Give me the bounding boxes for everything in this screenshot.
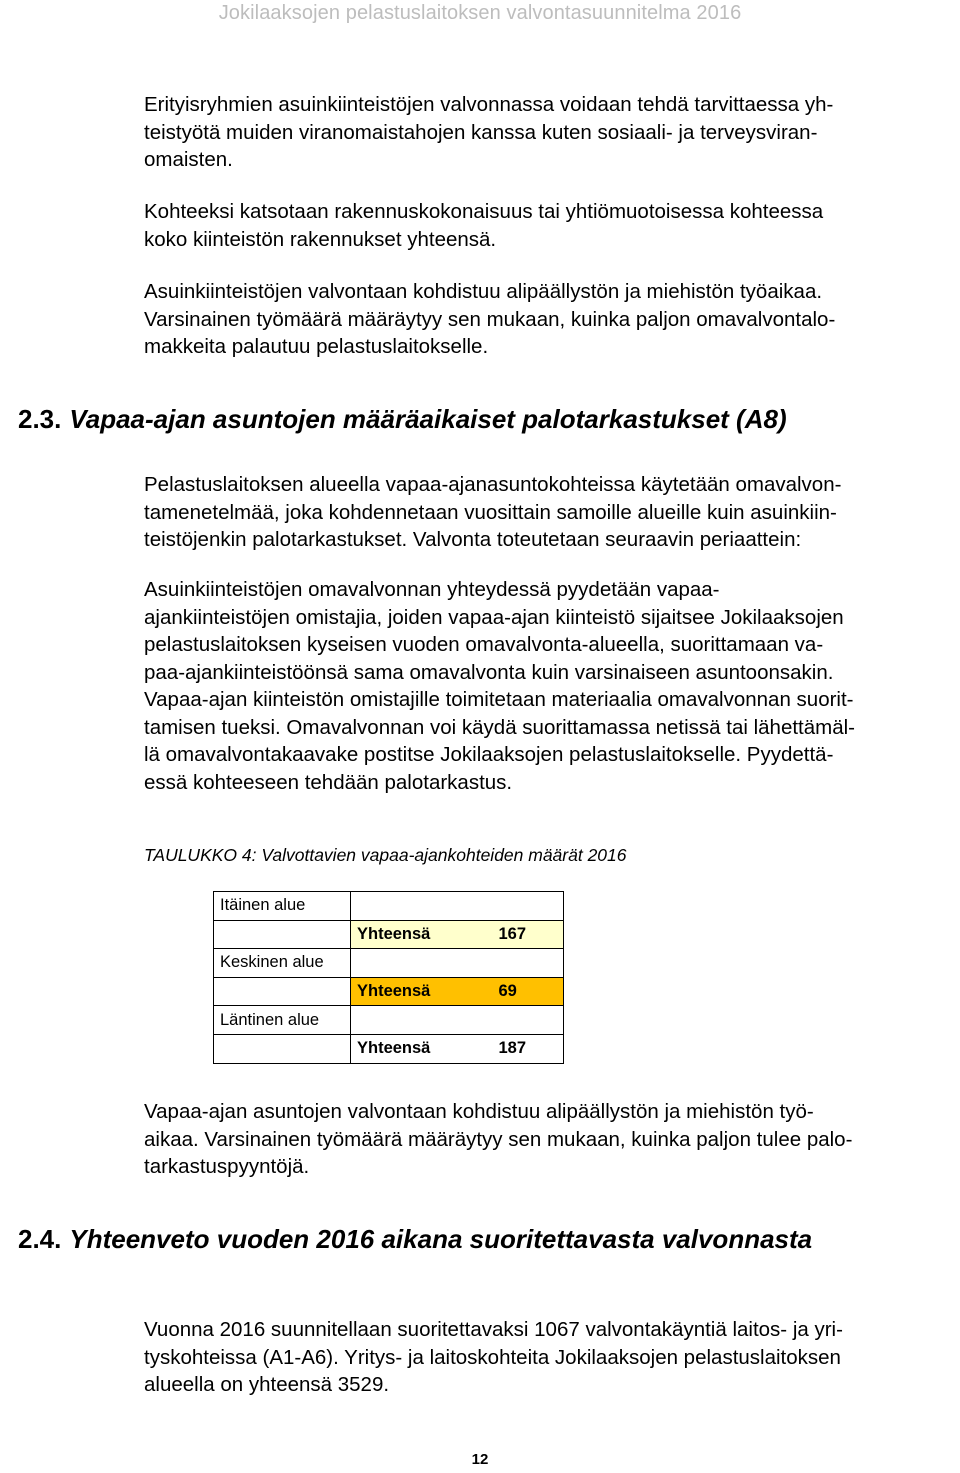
empty-cell xyxy=(214,977,351,1006)
section-heading-2-3 xyxy=(18,404,787,435)
empty-cell xyxy=(471,949,564,978)
total-value: 69 xyxy=(471,977,564,1006)
section-heading-2-4 xyxy=(18,1224,812,1255)
text-line: Varsinainen työmäärä määräytyy sen mukaan, kuinka paljon omavalvontalo- xyxy=(144,307,836,331)
text-line: paa-ajankiinteistöönsä sama omavalvonta kuin varsinaiseen asuntoonsakin. xyxy=(144,660,834,684)
empty-cell xyxy=(351,892,471,921)
text-line: Erityisryhmien asuinkiinteistöjen valvonnassa voidaan tehdä tarvittaessa yh- xyxy=(144,93,834,116)
text-line: teistöjenkin palotarkastukset. Valvonta toteutetaan seuraavin periaattein: xyxy=(144,528,802,551)
section-title: Vapaa-ajan asuntojen määräaikaiset palotarkastukset (A8) xyxy=(69,404,787,434)
table-row xyxy=(214,949,564,978)
text-line: Asuinkiinteistöjen valvontaan kohdistuu alipäällystön ja miehistön työaikaa. xyxy=(144,280,823,303)
region-name: Itäinen alue xyxy=(214,892,351,921)
region-name: Keskinen alue xyxy=(214,949,351,978)
text-line: Pelastuslaitoksen alueella vapaa-ajanasuntokohteissa käytetään omavalvon- xyxy=(144,473,842,496)
region-name: Läntinen alue xyxy=(214,1006,351,1035)
total-label: Yhteensä xyxy=(351,1034,471,1063)
empty-cell xyxy=(351,1006,471,1035)
empty-cell xyxy=(214,1034,351,1063)
text-line: tyskohteissa (A1-A6). Yritys- ja laitoskohteita Jokilaaksojen pelastuslaitoksen xyxy=(144,1345,841,1369)
text-line: makkeita palautuu pelastuslaitokselle. xyxy=(144,335,489,358)
total-label: Yhteensä xyxy=(351,977,471,1006)
total-label: Yhteensä xyxy=(351,920,471,949)
table-row xyxy=(214,892,564,921)
text-line: tamisen tueksi. Omavalvonnan voi käydä suorittamassa netissä tai lähettämäl- xyxy=(144,715,856,739)
text-line: alueella on yhteensä 3529. xyxy=(144,1373,390,1396)
section-2-3-paragraph-2 xyxy=(144,576,934,796)
text-line: Vapaa-ajan kiinteistön omistajille toimitetaan materiaalia omavalvonnan suorit- xyxy=(144,688,854,711)
intro-paragraph-1 xyxy=(144,91,934,174)
page-number: 12 xyxy=(471,1451,489,1468)
section-2-3-paragraph-3 xyxy=(144,1098,934,1181)
intro-paragraph-2 xyxy=(144,198,934,253)
section-number: 2.3. xyxy=(18,404,62,434)
section-2-3-paragraph-1 xyxy=(144,471,934,554)
text-line: omaisten. xyxy=(144,148,233,171)
total-value: 187 xyxy=(471,1034,564,1063)
vacation-homes-table xyxy=(213,891,564,1064)
table-row xyxy=(214,977,564,1006)
text-line: Asuinkiinteistöjen omavalvonnan yhteydessä pyydetään vapaa- xyxy=(144,578,720,601)
table-caption: TAULUKKO 4: Valvottavien vapaa-ajankohteiden määrät 2016 xyxy=(144,845,627,865)
empty-cell xyxy=(471,892,564,921)
empty-cell xyxy=(214,920,351,949)
text-line: ajankiinteistöjen omistajia, joiden vapaa-ajan kiinteistö sijaitsee Jokilaaksojen xyxy=(144,605,844,629)
empty-cell xyxy=(471,1006,564,1035)
text-line: pelastuslaitoksen kyseisen vuoden omavalvonta-alueella, suorittamaan va- xyxy=(144,633,824,656)
section-number: 2.4. xyxy=(18,1224,62,1254)
table-row xyxy=(214,1006,564,1035)
text-line: tamenetelmää, joka kohdennetaan vuosittain samoille alueille kuin asuinkiin- xyxy=(144,500,837,524)
text-line: essä kohteeseen tehdään palotarkastus. xyxy=(144,770,513,794)
text-line: Vapaa-ajan asuntojen valvontaan kohdistuu alipäällystön ja miehistön työ- xyxy=(144,1100,814,1123)
empty-cell xyxy=(351,949,471,978)
total-value: 167 xyxy=(471,920,564,949)
running-header: Jokilaaksojen pelastuslaitoksen valvontasuunnitelma 2016 xyxy=(218,2,742,24)
table-row xyxy=(214,1034,564,1063)
text-line: aikaa. Varsinainen työmäärä määräytyy sen mukaan, kuinka paljon tulee palo- xyxy=(144,1127,853,1151)
text-line: lä omavalvontakaavake postitse Jokilaaksojen pelastuslaitokselle. Pyydettä- xyxy=(144,743,834,766)
text-line: tarkastuspyyntöjä. xyxy=(144,1155,310,1178)
intro-paragraph-3 xyxy=(144,278,934,361)
text-line: Kohteeksi katsotaan rakennuskokonaisuus tai yhtiömuotoisessa kohteessa xyxy=(144,200,824,223)
table-row xyxy=(214,920,564,949)
section-2-4-paragraph-1 xyxy=(144,1316,934,1399)
section-title: Yhteenveto vuoden 2016 aikana suoritettavasta valvonnasta xyxy=(69,1224,813,1254)
text-line: teistyötä muiden viranomaistahojen kanssa kuten sosiaali- ja terveysviran- xyxy=(144,120,818,144)
text-line: Vuonna 2016 suunnitellaan suoritettavaksi 1067 valvontakäyntiä laitos- ja yri- xyxy=(144,1318,843,1341)
text-line: koko kiinteistön rakennukset yhteensä. xyxy=(144,227,497,251)
